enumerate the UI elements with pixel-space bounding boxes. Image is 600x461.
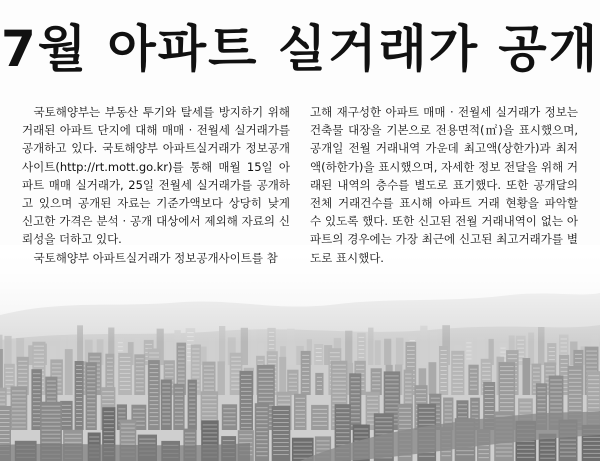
article-paragraph: 국토해양부는 부동산 투기와 탈세를 방지하기 위해 거래된 아파트 단지에 대해 매매 · 전월세 실거래가를 공개하고 있다. 국토해양부 아파트실거래가 정보공개사이트(http://rt.mott.go.kr)를 통해 매월 15일 아파트 매매 실거래가, 25일 전월세 실거래가를 공개하고 있으며 공개된 자료는 기준가액보다 상당히 낮게 신고한 가격은 분석 · 공개 대상에서 제외해 자료의 신뢰성을 더하고 있다. xyxy=(22,105,290,247)
headline: 7월 아파트 실거래가 공개 xyxy=(0,20,599,78)
article-paragraph: 국토해양부 아파트실거래가 정보공개사이트를 참 xyxy=(33,250,278,265)
article-paragraph: 고해 재구성한 아파트 매매 · 전월세 실거래가 정보는 건축물 대장을 기본으로 전용면적(㎡)을 표시했으며, 공개일 전월 거래내역 가운데 최고액(상한가)과 최저액(하한가)을 표시했으며, 자세한 정보 전달을 위해 거래된 내역의 층수를 별도로 표기했다. 또한 공개달의 전체 거래건수를 표시해 아파트 거래 현황을 파악할 수 있도록 했다. 또한 신고된 전월 거래내역이 없는 아파트의 경우에는 가장 최근에 신고된 최고거래가를 별도로 표시했다. xyxy=(310,105,578,265)
city-aerial-photo xyxy=(0,245,600,461)
article-column-right xyxy=(310,103,578,267)
article-column-left xyxy=(22,103,290,267)
